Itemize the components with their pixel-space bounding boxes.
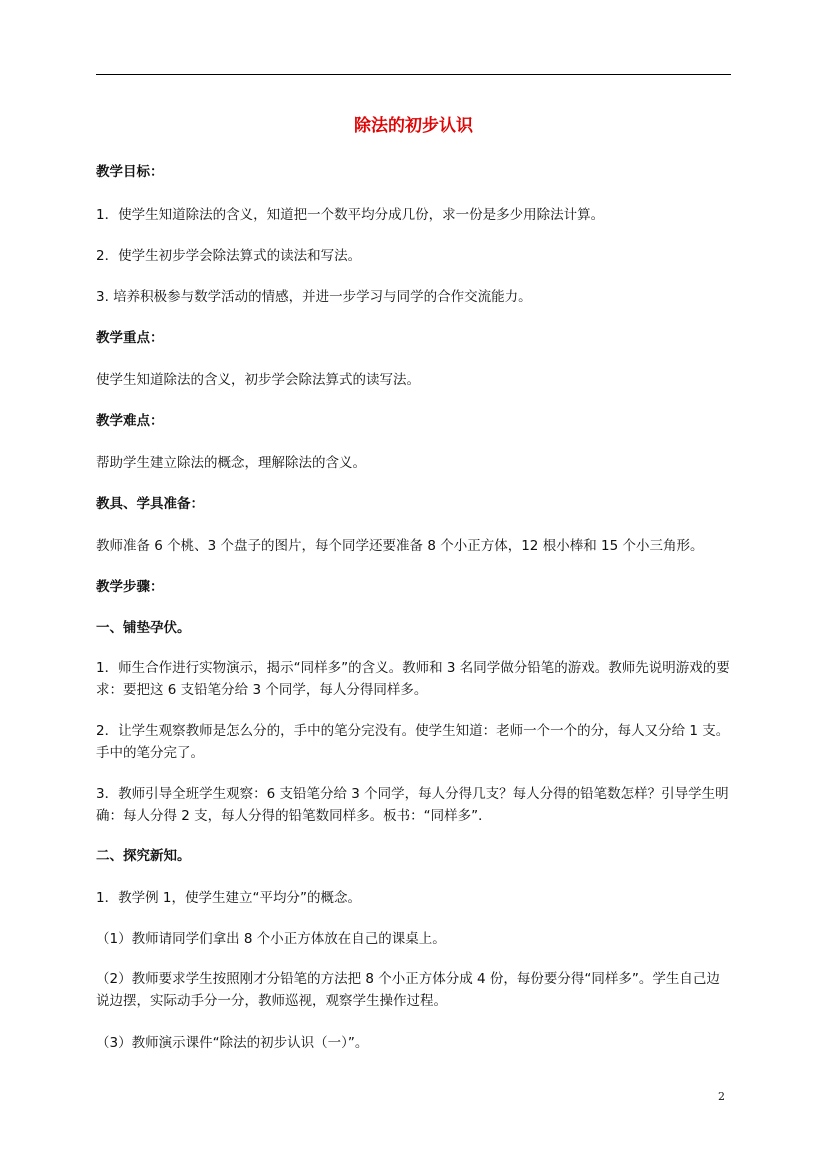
difficulty-text: 帮助学生建立除法的概念，理解除法的含义。 — [96, 455, 366, 471]
document-title: 除法的初步认识 — [354, 116, 473, 136]
key-text: 使学生知道除法的含义，初步学会除法算式的读写法。 — [96, 372, 420, 388]
difficulty-heading: 教学难点： — [96, 413, 164, 429]
part2-heading: 二、探究新知。 — [96, 848, 191, 864]
part2-item-1: 1．教学例 1，使学生建立“平均分”的概念。 — [96, 890, 361, 906]
objectives-heading: 教学目标： — [96, 164, 164, 180]
part2-item-4: （3）教师演示课件“除法的初步认识（一）”。 — [96, 1035, 369, 1051]
part1-item-1: 1．师生合作进行实物演示，揭示“同样多”的含义。教师和 3 名同学做分铅笔的游戏。教师先说明游戏的要求：要把这 6 支铅笔分给 3 个同学，每人分得同样多。 — [96, 660, 730, 698]
objective-3: 3. 培养积极参与数学活动的情感，并进一步学习与同学的合作交流能力。 — [96, 289, 532, 305]
key-heading: 教学重点： — [96, 330, 164, 346]
steps-heading: 教学步骤： — [96, 579, 164, 595]
page-number: 2 — [718, 1090, 725, 1103]
tools-heading: 教具、学具准备： — [96, 496, 204, 512]
header-rule — [96, 74, 731, 75]
tools-text: 教师准备 6 个桃、3 个盘子的图片，每个同学还要准备 8 个小正方体，12 根小棒和 15 个小三角形。 — [96, 538, 704, 554]
objective-2: 2．使学生初步学会除法算式的读法和写法。 — [96, 248, 362, 264]
part1-item-2: 2．让学生观察教师是怎么分的，手中的笔分完没有。使学生知道：老师一个一个的分，每人又分给 1 支。手中的笔分完了。 — [96, 723, 730, 761]
part2-item-3: （2）教师要求学生按照刚才分铅笔的方法把 8 个小正方体分成 4 份，每份要分得“同样多”。学生自己边说边摆，实际动手分一分，教师巡视，观察学生操作过程。 — [96, 971, 720, 1009]
objective-1: 1．使学生知道除法的含义，知道把一个数平均分成几份，求一份是多少用除法计算。 — [96, 207, 605, 223]
part1-heading: 一、铺垫孕伏。 — [96, 620, 191, 636]
part2-item-2: （1）教师请同学们拿出 8 个小正方体放在自己的课桌上。 — [96, 931, 446, 947]
part1-item-3: 3．教师引导全班学生观察：6 支铅笔分给 3 个同学，每人分得几支？每人分得的铅笔数怎样？引导学生明确：每人分得 2 支，每人分得的铅笔数同样多。板书：“同样多”． — [96, 786, 729, 824]
